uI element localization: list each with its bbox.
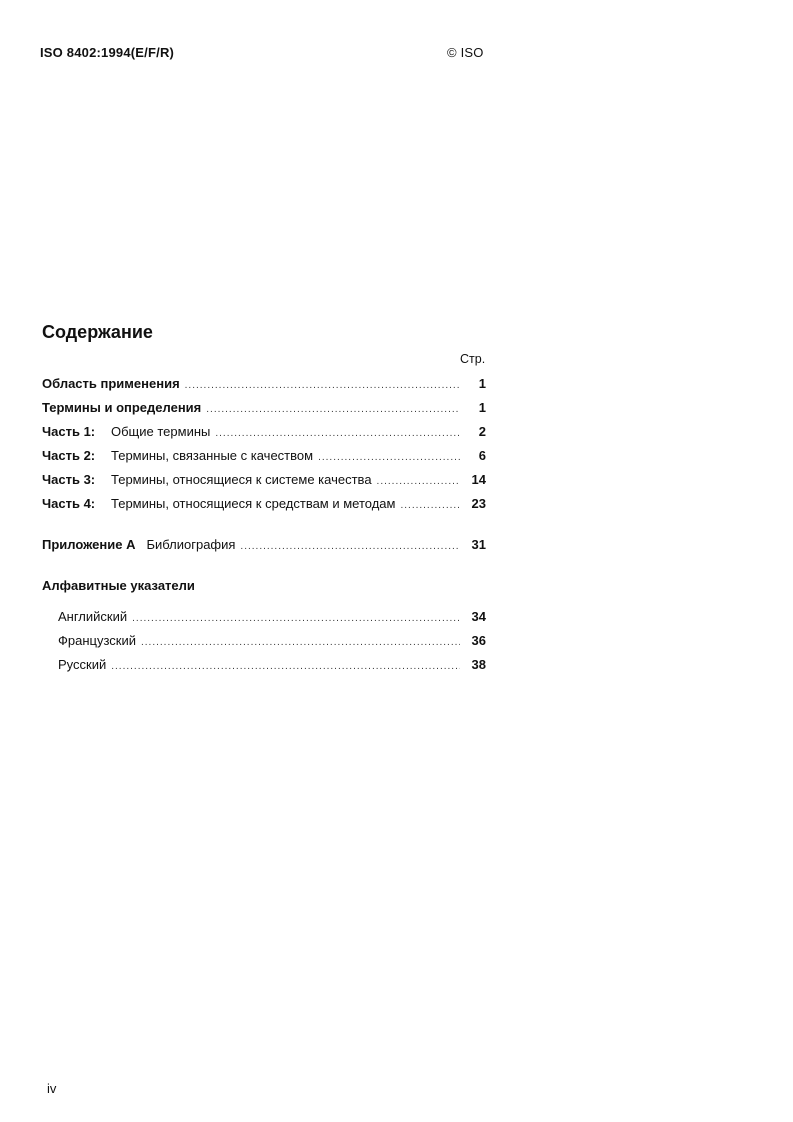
toc-entry-label: Английский <box>58 609 128 624</box>
toc-entry-label: Общие термины <box>111 424 211 439</box>
toc-leader-dots <box>206 404 460 415</box>
toc-page-number: 1 <box>478 376 486 391</box>
toc-leader-dots <box>318 452 460 463</box>
toc-entry-index-english[interactable] <box>58 609 486 624</box>
toc-part-number: Часть 4: <box>42 496 96 511</box>
toc-page-number: 38 <box>471 657 486 672</box>
toc-leader-dots <box>215 428 460 439</box>
toc-page-number: 1 <box>478 400 486 415</box>
page-number: iv <box>47 1081 57 1096</box>
toc-leader-dots <box>132 613 460 624</box>
toc-entry-label: Русский <box>58 657 107 672</box>
toc-entry-label: Термины и определения <box>42 400 202 415</box>
toc-leader-dots <box>111 661 460 672</box>
toc-entry-scope[interactable] <box>42 376 486 391</box>
toc-entry-part-3[interactable] <box>42 472 486 487</box>
toc-entry-index-russian[interactable] <box>58 657 486 672</box>
toc-page-number: 34 <box>471 609 486 624</box>
page-column-label: Стр. <box>460 352 486 366</box>
copyright-notice: © ISO <box>447 45 484 60</box>
toc-entry-index-french[interactable] <box>58 633 486 648</box>
toc-page-number: 14 <box>471 472 486 487</box>
toc-entry-part-1[interactable] <box>42 424 486 439</box>
toc-entry-label: Термины, относящиеся к системе качества <box>111 472 372 487</box>
toc-annex-label: Приложение А <box>42 537 136 552</box>
toc-page-number: 2 <box>478 424 486 439</box>
toc-entry-label: Французский <box>58 633 136 648</box>
toc-part-number: Часть 3: <box>42 472 96 487</box>
toc-entry-terms-definitions[interactable] <box>42 400 486 415</box>
toc-page-number: 31 <box>471 537 486 552</box>
toc-leader-dots <box>400 500 460 511</box>
index-section-title: Алфавитные указатели <box>42 578 195 593</box>
toc-entry-part-2[interactable] <box>42 448 486 463</box>
toc-part-number: Часть 2: <box>42 448 96 463</box>
toc-part-number: Часть 1: <box>42 424 96 439</box>
toc-page-number: 36 <box>471 633 486 648</box>
toc-leader-dots <box>141 637 460 648</box>
toc-entry-part-4[interactable] <box>42 496 486 511</box>
toc-leader-dots <box>185 380 460 391</box>
toc-entry-label: Библиография <box>146 537 236 552</box>
toc-entry-label: Термины, относящиеся к средствам и методам <box>111 496 396 511</box>
toc-entry-annex-a[interactable] <box>42 537 486 552</box>
toc-page-number: 6 <box>478 448 486 463</box>
toc-title: Содержание <box>42 322 153 342</box>
toc-entry-label: Область применения <box>42 376 180 391</box>
toc-leader-dots <box>240 541 460 552</box>
toc-leader-dots <box>377 476 460 487</box>
toc-page-number: 23 <box>471 496 486 511</box>
document-id: ISO 8402:1994(E/F/R) <box>40 45 175 60</box>
toc-entry-label: Термины, связанные с качеством <box>111 448 314 463</box>
